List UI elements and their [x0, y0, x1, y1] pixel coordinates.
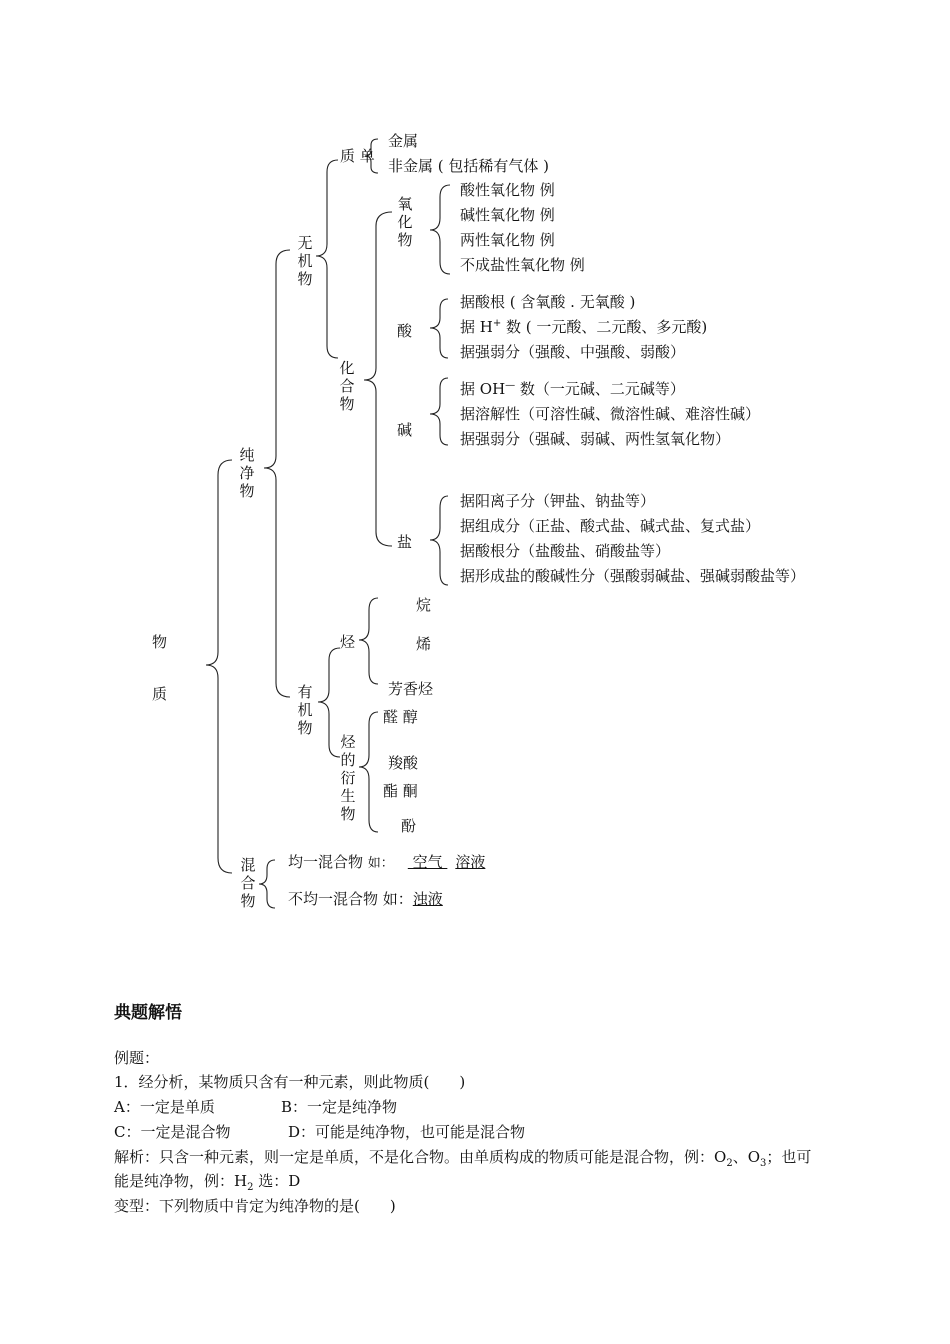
heterogeneous-mixture: 不均一混合物 如：浊液 — [288, 890, 443, 908]
derivative-label: 烃的衍生物 — [340, 733, 356, 823]
brace-derivative — [359, 712, 378, 832]
derivative-item: 醛 醇 — [383, 708, 418, 726]
brace-acid — [430, 299, 448, 358]
base-item: 据强弱分（强碱、弱碱、两性氢氧化物） — [460, 430, 731, 448]
brace-inorganic — [316, 160, 338, 358]
acid-item: 据强弱分（强酸、中强酸、弱酸） — [460, 343, 686, 361]
salt-item: 据阳离子分（钾盐、钠盐等） — [460, 492, 656, 510]
metal-label: 金属 — [388, 132, 419, 150]
brace-root — [206, 460, 232, 873]
pure-substance-label: 纯净物 — [239, 446, 255, 500]
acid-item: 据酸根 ( 含氧酸 . 无氧酸 ) — [460, 293, 636, 311]
mixture-label: 混合物 — [240, 856, 256, 910]
brace-pure — [264, 250, 290, 697]
brace-hydrocarbon — [359, 598, 378, 684]
variant-question: 变型：下列物质中肯定为纯净物的是( ) — [114, 1197, 396, 1215]
homogeneous-mixture: 均一混合物 如： 空气 溶液 — [288, 853, 486, 871]
derivative-item: 羧酸 — [388, 754, 419, 772]
base-label: 碱 — [397, 421, 413, 439]
oxide-item: 两性氧化物 例 — [460, 231, 555, 249]
brace-compound — [364, 212, 392, 546]
salt-item: 据酸根分（盐酸盐、硝酸盐等） — [460, 542, 671, 560]
compound-label: 化合物 — [339, 359, 355, 413]
option-c: C：一定是混合物 — [114, 1123, 231, 1141]
example-label: 例题： — [114, 1049, 160, 1067]
brace-mixture — [259, 860, 275, 908]
salt-label: 盐 — [397, 533, 413, 551]
base-item: 据溶解性（可溶性碱、微溶性碱、难溶性碱） — [460, 405, 761, 423]
option-a: A：一定是单质 — [114, 1098, 215, 1116]
alkane-label: 烷 — [416, 596, 432, 614]
acid-label: 酸 — [397, 322, 413, 340]
root-label-b: 质 — [152, 685, 168, 703]
oxide-item: 不成盐性氧化物 例 — [460, 256, 585, 274]
oxide-label: 氧化物 — [397, 195, 413, 249]
section-heading: 典题解悟 — [114, 1003, 182, 1023]
oxide-item: 碱性氧化物 例 — [460, 206, 555, 224]
option-d: D：可能是纯净物，也可能是混合物 — [288, 1123, 526, 1141]
brace-base — [430, 378, 448, 445]
inorganic-label: 无机物 — [297, 234, 313, 288]
root-label-a: 物 — [152, 633, 168, 651]
element-label: 质 单 — [340, 147, 375, 165]
brace-oxide — [430, 185, 450, 274]
acid-item: 据 H+ 数 ( 一元酸、二元酸、多元酸) — [460, 318, 708, 336]
question-1: 1．经分析，某物质只含有一种元素，则此物质( ) — [114, 1073, 466, 1091]
oxide-item: 酸性氧化物 例 — [460, 181, 555, 199]
derivative-item: 酚 — [401, 817, 417, 835]
hydrocarbon-label: 烃 — [340, 633, 356, 651]
brace-salt — [430, 496, 448, 585]
option-b: B：一定是纯净物 — [281, 1098, 398, 1116]
derivative-item: 酯 酮 — [383, 782, 418, 800]
brace-organic — [318, 648, 340, 757]
nonmetal-label: 非金属 ( 包括稀有气体 ) — [388, 157, 550, 175]
salt-item: 据组成分（正盐、酸式盐、碱式盐、复式盐） — [460, 517, 761, 535]
analysis-line-1: 解析：只含一种元素，则一定是单质，不是化合物。由单质构成的物质可能是混合物，例：$O_2$、$O_3$；也可 — [114, 1148, 812, 1169]
organic-label: 有机物 — [297, 683, 313, 737]
analysis-line-2: 能是纯净物，例：$H_2$ 选：D — [114, 1172, 301, 1193]
alkene-label: 烯 — [416, 635, 432, 653]
aromatic-label: 芳香烃 — [388, 680, 434, 698]
salt-item: 据形成盐的酸碱性分（强酸弱碱盐、强碱弱酸盐等） — [460, 567, 806, 585]
base-item: 据 OH— 数（一元碱、二元碱等） — [460, 380, 685, 398]
